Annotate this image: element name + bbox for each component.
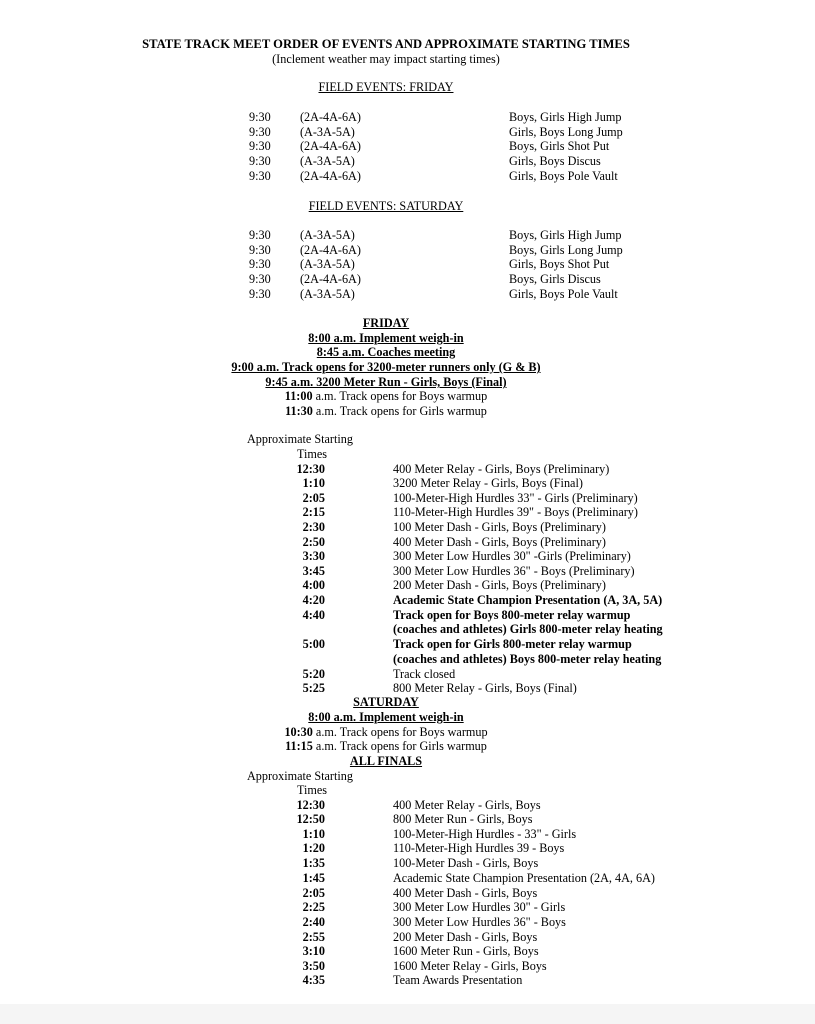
- row-division: (A-3A-5A): [300, 154, 355, 168]
- row-time: 4:35: [302, 973, 325, 987]
- row-time: 9:30: [249, 243, 271, 257]
- warmup-text: a.m. Track opens for Girls warmup: [312, 404, 487, 418]
- friday-heading: FRIDAY: [362, 316, 410, 330]
- friday-line: 9:00 a.m. Track opens for 3200-meter runners only (G & B): [231, 360, 541, 374]
- row-time: 1:35: [302, 856, 325, 870]
- row-time: 2:50: [302, 535, 325, 549]
- row-event: 100-Meter-High Hurdles - 33" - Girls: [393, 827, 577, 841]
- saturday-weighin: 8:00 a.m. Implement weigh-in: [308, 710, 464, 724]
- row-time: 9:30: [249, 228, 271, 242]
- row-event: 300 Meter Low Hurdles 30" - Girls: [393, 900, 566, 914]
- row-time: 2:25: [302, 900, 325, 914]
- warmup-time: 11:15: [285, 739, 313, 753]
- field-saturday-heading: FIELD EVENTS: SATURDAY: [308, 199, 464, 213]
- saturday-approx-label: Approximate Starting: [247, 769, 353, 783]
- saturday-warmup-girls: [0, 739, 772, 754]
- row-event: 3200 Meter Relay - Girls, Boys (Final): [393, 476, 583, 490]
- row-event: 300 Meter Low Hurdles 30" -Girls (Preliminary): [393, 549, 631, 563]
- row-time: 2:40: [302, 915, 325, 929]
- row-event: 400 Meter Relay - Girls, Boys (Preliminary): [393, 462, 610, 476]
- row-time: 3:45: [302, 564, 325, 578]
- row-time: 3:50: [302, 959, 325, 973]
- warmup-time: 11:30: [285, 404, 313, 418]
- all-finals-heading: ALL FINALS: [349, 754, 423, 768]
- row-event: Girls, Boys Shot Put: [509, 257, 610, 271]
- row-division: (A-3A-5A): [300, 287, 355, 301]
- friday-line: 8:00 a.m. Implement weigh-in: [308, 331, 464, 345]
- page-bottom-edge: [0, 1004, 815, 1024]
- row-event: Boys, Girls Long Jump: [509, 243, 623, 257]
- row-time: 5:20: [302, 667, 325, 681]
- row-time: 1:10: [302, 476, 325, 490]
- row-time: 2:15: [302, 505, 325, 519]
- row-event: 800 Meter Run - Girls, Boys: [393, 812, 533, 826]
- friday-line: 9:45 a.m. 3200 Meter Run - Girls, Boys (Final): [265, 375, 507, 389]
- row-event: Boys, Girls High Jump: [509, 228, 622, 242]
- row-event: 800 Meter Relay - Girls, Boys (Final): [393, 681, 577, 695]
- row-time: 9:30: [249, 125, 271, 139]
- row-event: Boys, Girls Shot Put: [509, 139, 610, 153]
- friday-approx-label: Approximate Starting: [247, 432, 353, 446]
- saturday-times-label: Times: [297, 783, 328, 797]
- row-event: 400 Meter Relay - Girls, Boys: [393, 798, 541, 812]
- row-time: 9:30: [249, 257, 271, 271]
- row-time: 3:30: [302, 549, 325, 563]
- row-time: 12:50: [296, 812, 325, 826]
- row-event: Academic State Champion Presentation (2A, 4A, 6A): [393, 871, 655, 885]
- row-time: 4:40: [302, 608, 325, 622]
- row-event: Girls, Boys Long Jump: [509, 125, 623, 139]
- row-time: 4:00: [302, 578, 325, 592]
- row-event: (coaches and athletes) Boys 800-meter relay heating: [393, 652, 662, 666]
- row-event: 110-Meter-High Hurdles 39" - Boys (Preliminary): [393, 505, 638, 519]
- row-event: 300 Meter Low Hurdles 36" - Boys: [393, 915, 566, 929]
- saturday-warmup-boys: [0, 725, 772, 740]
- row-event: Team Awards Presentation: [393, 973, 523, 987]
- row-division: (2A-4A-6A): [300, 272, 361, 286]
- row-division: (A-3A-5A): [300, 257, 355, 271]
- document-title: STATE TRACK MEET ORDER OF EVENTS AND APPROXIMATE STARTING TIMES: [142, 37, 630, 51]
- row-division: (2A-4A-6A): [300, 169, 361, 183]
- row-time: 4:20: [302, 593, 325, 607]
- row-event: 100-Meter Dash - Girls, Boys: [393, 856, 539, 870]
- row-time: 9:30: [249, 272, 271, 286]
- friday-line: 8:45 a.m. Coaches meeting: [316, 345, 456, 359]
- row-event: Boys, Girls Discus: [509, 272, 601, 286]
- row-event: Girls, Boys Pole Vault: [509, 287, 618, 301]
- friday-warmup-girls: [0, 404, 772, 419]
- row-event: 110-Meter-High Hurdles 39 - Boys: [393, 841, 565, 855]
- row-time: 1:45: [302, 871, 325, 885]
- row-event: Track closed: [393, 667, 456, 681]
- row-time: 1:10: [302, 827, 325, 841]
- row-event: 400 Meter Dash - Girls, Boys: [393, 886, 538, 900]
- row-time: 9:30: [249, 287, 271, 301]
- row-time: 2:05: [302, 491, 325, 505]
- row-time: 2:30: [302, 520, 325, 534]
- warmup-time: 11:00: [284, 389, 313, 403]
- row-time: 9:30: [249, 169, 271, 183]
- row-time: 9:30: [249, 154, 271, 168]
- row-time: 2:05: [302, 886, 325, 900]
- row-time: 12:30: [296, 798, 325, 812]
- row-time: 9:30: [249, 139, 271, 153]
- row-event: 100 Meter Dash - Girls, Boys (Preliminary): [393, 520, 606, 534]
- document-subtitle: (Inclement weather may impact starting times): [272, 52, 500, 66]
- row-division: (A-3A-5A): [300, 228, 355, 242]
- field-friday-heading: FIELD EVENTS: FRIDAY: [318, 80, 454, 94]
- row-event: Boys, Girls High Jump: [509, 110, 622, 124]
- row-event: Track open for Boys 800-meter relay warmup: [393, 608, 631, 622]
- row-time: 5:25: [302, 681, 325, 695]
- row-event: Girls, Boys Discus: [509, 154, 601, 168]
- row-time: 1:20: [302, 841, 325, 855]
- row-time: 3:10: [302, 944, 325, 958]
- row-event: 300 Meter Low Hurdles 36" - Boys (Preliminary): [393, 564, 635, 578]
- row-event: Track open for Girls 800-meter relay warmup: [393, 637, 632, 651]
- row-event: 1600 Meter Relay - Girls, Boys: [393, 959, 547, 973]
- row-division: (2A-4A-6A): [300, 243, 361, 257]
- row-event: (coaches and athletes) Girls 800-meter relay heating: [393, 622, 663, 636]
- row-time: 2:55: [302, 930, 325, 944]
- row-time: 12:30: [296, 462, 325, 476]
- row-event: Academic State Champion Presentation (A, 3A, 5A): [393, 593, 663, 607]
- row-event: 100-Meter-High Hurdles 33" - Girls (Preliminary): [393, 491, 638, 505]
- row-time: 9:30: [249, 110, 271, 124]
- friday-times-label: Times: [297, 447, 328, 461]
- row-event: 400 Meter Dash - Girls, Boys (Preliminary): [393, 535, 606, 549]
- warmup-text: a.m. Track opens for Boys warmup: [312, 389, 488, 403]
- row-division: (2A-4A-6A): [300, 110, 361, 124]
- row-division: (2A-4A-6A): [300, 139, 361, 153]
- warmup-time: 10:30: [284, 725, 313, 739]
- warmup-text: a.m. Track opens for Girls warmup: [312, 739, 487, 753]
- friday-warmup-boys: [0, 389, 772, 404]
- row-event: 1600 Meter Run - Girls, Boys: [393, 944, 539, 958]
- warmup-text: a.m. Track opens for Boys warmup: [312, 725, 488, 739]
- row-event: 200 Meter Dash - Girls, Boys: [393, 930, 538, 944]
- row-time: 5:00: [302, 637, 325, 651]
- row-event: Girls, Boys Pole Vault: [509, 169, 618, 183]
- row-event: 200 Meter Dash - Girls, Boys (Preliminary): [393, 578, 606, 592]
- row-division: (A-3A-5A): [300, 125, 355, 139]
- saturday-heading: SATURDAY: [353, 695, 419, 709]
